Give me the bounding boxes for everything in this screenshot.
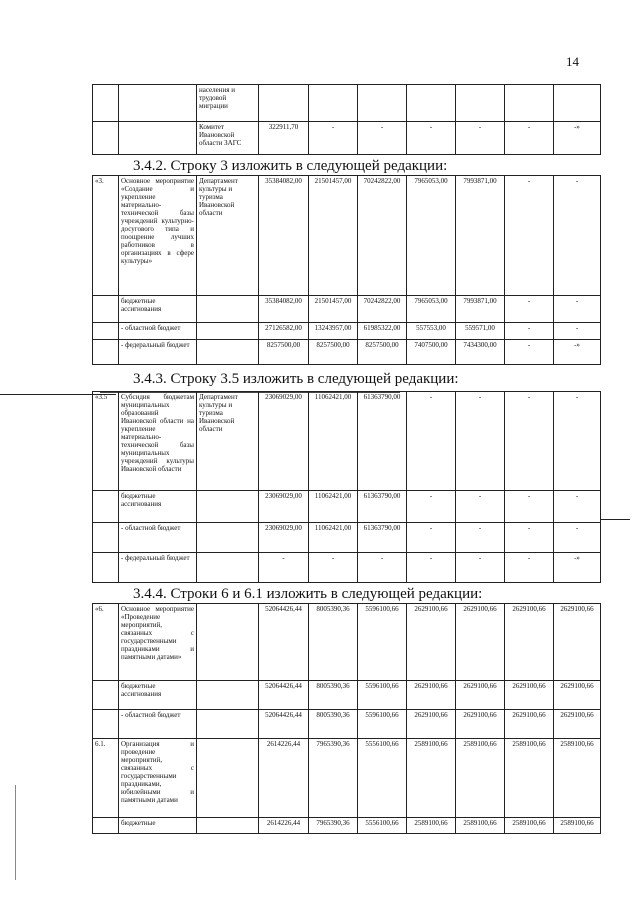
- value-cell: 35384082,00: [259, 176, 309, 296]
- executor-cell: Комитет Ивановской области ЗАГС: [197, 122, 259, 155]
- table-row-3-5: [92, 391, 601, 583]
- table-row: [93, 681, 601, 710]
- value-cell: 2629100,66: [407, 681, 456, 710]
- value-cell: -: [456, 491, 505, 523]
- executor-cell: населения и трудовой миграции: [197, 85, 259, 122]
- value-cell: -: [259, 553, 309, 583]
- value-cell: 7965053,00: [407, 176, 456, 296]
- value-cell: -: [407, 491, 456, 523]
- value-cell: 2589100,66: [505, 818, 554, 834]
- value-cell: 23069029,00: [259, 392, 309, 491]
- value-cell: -: [554, 523, 601, 553]
- scan-stroke: [600, 519, 630, 520]
- value-cell: 21501457,00: [309, 176, 358, 296]
- row-name-cell: [119, 85, 197, 122]
- value-cell: -: [407, 553, 456, 583]
- value-cell: 7965390,36: [309, 739, 358, 818]
- value-cell: 5596100,66: [358, 710, 407, 739]
- value-cell: 52064426,44: [259, 710, 309, 739]
- table-body: [93, 85, 601, 155]
- value-cell: -: [309, 122, 358, 155]
- value-cell: -: [309, 553, 358, 583]
- row-name-cell: бюджетные: [119, 818, 197, 834]
- table-row: [93, 122, 601, 155]
- table-row: [93, 176, 601, 296]
- row-name-cell: - областной бюджет: [119, 523, 197, 553]
- value-cell: [505, 85, 554, 122]
- value-cell: 559571,00: [456, 323, 505, 340]
- value-cell: 52064426,44: [259, 681, 309, 710]
- value-cell: -: [407, 523, 456, 553]
- value-cell: 7965053,00: [407, 296, 456, 323]
- value-cell: -: [554, 296, 601, 323]
- row-number-cell: «3.5: [93, 392, 119, 491]
- table-rows-6-6-1: [92, 603, 601, 834]
- value-cell: -: [505, 340, 554, 365]
- executor-cell: Департамент культуры и туризма Ивановской области: [197, 392, 259, 491]
- value-cell: 2629100,66: [505, 710, 554, 739]
- row-number-cell: [93, 710, 119, 739]
- table-row-3: [92, 175, 601, 365]
- value-cell: 8257500,00: [358, 340, 407, 365]
- scan-margin-line: [15, 785, 16, 880]
- value-cell: 2589100,66: [456, 739, 505, 818]
- value-cell: 61985322,00: [358, 323, 407, 340]
- executor-cell: [197, 681, 259, 710]
- value-cell: -»: [554, 122, 601, 155]
- heading-3-4-4: 3.4.4. Строки 6 и 6.1 изложить в следующей редакции:: [133, 586, 483, 602]
- row-name-cell: бюджетные ассигнования: [119, 296, 197, 323]
- value-cell: 557553,00: [407, 323, 456, 340]
- value-cell: 2614226,44: [259, 739, 309, 818]
- value-cell: -»: [554, 340, 601, 365]
- executor-cell: [197, 818, 259, 834]
- value-cell: 70242822,00: [358, 296, 407, 323]
- heading-3-4-3: 3.4.3. Строку 3.5 изложить в следующей редакции:: [133, 371, 459, 387]
- executor-cell: [197, 323, 259, 340]
- value-cell: 5556100,66: [358, 739, 407, 818]
- value-cell: 35384082,00: [259, 296, 309, 323]
- value-cell: -: [456, 122, 505, 155]
- value-cell: -: [554, 323, 601, 340]
- executor-cell: [197, 739, 259, 818]
- row-name-cell: Субсидия бюджетам муниципальных образований Ивановской области на укрепление материально-технической базы муниципальных учреждений культуры Ивановской области: [119, 392, 197, 491]
- value-cell: -: [407, 122, 456, 155]
- row-number-cell: [93, 340, 119, 365]
- table-row: [93, 710, 601, 739]
- row-name-cell: Основное мероприятие «Создание и укрепление материально-технической базы учреждений культурно-досугового типа и поощрение лучших работников в организациях в сфере культуры»: [119, 176, 197, 296]
- value-cell: 2629100,66: [456, 681, 505, 710]
- value-cell: -: [505, 392, 554, 491]
- value-cell: 52064426,44: [259, 604, 309, 681]
- value-cell: 23069029,00: [259, 491, 309, 523]
- table-row: [93, 818, 601, 834]
- value-cell: 2629100,66: [505, 604, 554, 681]
- executor-cell: [197, 604, 259, 681]
- row-name-cell: [119, 122, 197, 155]
- value-cell: -: [456, 523, 505, 553]
- page-number: 14: [566, 54, 579, 69]
- value-cell: 61363790,00: [358, 523, 407, 553]
- value-cell: 8257500,00: [309, 340, 358, 365]
- executor-cell: Департамент культуры и туризма Ивановской области: [197, 176, 259, 296]
- value-cell: 7993871,00: [456, 296, 505, 323]
- row-name-cell: - федеральный бюджет: [119, 553, 197, 583]
- value-cell: 11062421,00: [309, 523, 358, 553]
- value-cell: 2589100,66: [554, 818, 601, 834]
- value-cell: 61363790,00: [358, 392, 407, 491]
- table-row: [93, 323, 601, 340]
- table-row: [93, 491, 601, 523]
- value-cell: 2629100,66: [456, 710, 505, 739]
- table-body: [93, 176, 601, 365]
- row-number-cell: [93, 122, 119, 155]
- row-name-cell: Основное мероприятие «Проведение мероприятий, связанных с государственными праздниками и памятными датами»: [119, 604, 197, 681]
- heading-3-4-2: 3.4.2. Строку 3 изложить в следующей редакции:: [133, 158, 448, 174]
- table-continuation: [92, 84, 601, 155]
- value-cell: -: [554, 392, 601, 491]
- value-cell: 2629100,66: [554, 710, 601, 739]
- value-cell: 2629100,66: [554, 681, 601, 710]
- row-number-cell: «6.: [93, 604, 119, 681]
- value-cell: [407, 85, 456, 122]
- row-name-cell: - федеральный бюджет: [119, 340, 197, 365]
- value-cell: -: [505, 523, 554, 553]
- value-cell: [554, 85, 601, 122]
- value-cell: 2614226,44: [259, 818, 309, 834]
- executor-cell: [197, 523, 259, 553]
- value-cell: 7965390,36: [309, 818, 358, 834]
- value-cell: -: [554, 491, 601, 523]
- value-cell: -: [456, 553, 505, 583]
- value-cell: 5556100,66: [358, 818, 407, 834]
- value-cell: [259, 85, 309, 122]
- row-name-cell: бюджетные ассигнования: [119, 491, 197, 523]
- value-cell: 7434300,00: [456, 340, 505, 365]
- executor-cell: [197, 491, 259, 523]
- value-cell: -: [505, 296, 554, 323]
- value-cell: 8005390,36: [309, 604, 358, 681]
- value-cell: -: [505, 323, 554, 340]
- value-cell: 2629100,66: [407, 710, 456, 739]
- value-cell: 8005390,36: [309, 681, 358, 710]
- row-number-cell: [93, 523, 119, 553]
- executor-cell: [197, 553, 259, 583]
- row-number-cell: [93, 323, 119, 340]
- value-cell: [309, 85, 358, 122]
- row-number-cell: [93, 491, 119, 523]
- table-row: [93, 340, 601, 365]
- value-cell: 5596100,66: [358, 604, 407, 681]
- table-row: [93, 553, 601, 583]
- table-row: [93, 604, 601, 681]
- value-cell: -: [456, 392, 505, 491]
- value-cell: -»: [554, 553, 601, 583]
- table-row: [93, 392, 601, 491]
- executor-cell: [197, 340, 259, 365]
- value-cell: 2589100,66: [554, 739, 601, 818]
- value-cell: 7407500,00: [407, 340, 456, 365]
- value-cell: -: [505, 176, 554, 296]
- value-cell: 2629100,66: [407, 604, 456, 681]
- table-body: [93, 392, 601, 583]
- value-cell: 2629100,66: [456, 604, 505, 681]
- value-cell: 21501457,00: [309, 296, 358, 323]
- value-cell: -: [505, 122, 554, 155]
- value-cell: 8257500,00: [259, 340, 309, 365]
- value-cell: 2589100,66: [456, 818, 505, 834]
- value-cell: -: [554, 176, 601, 296]
- row-name-cell: Организация и проведение мероприятий, связанных с государственными праздниками, юбилейными и памятными датами: [119, 739, 197, 818]
- value-cell: 11062421,00: [309, 392, 358, 491]
- value-cell: 23069029,00: [259, 523, 309, 553]
- table-body: [93, 604, 601, 834]
- value-cell: 8005390,36: [309, 710, 358, 739]
- row-number-cell: [93, 85, 119, 122]
- value-cell: -: [505, 553, 554, 583]
- executor-cell: [197, 296, 259, 323]
- value-cell: [456, 85, 505, 122]
- row-number-cell: [93, 553, 119, 583]
- row-number-cell: [93, 818, 119, 834]
- value-cell: 2589100,66: [407, 739, 456, 818]
- value-cell: -: [505, 491, 554, 523]
- table-row: [93, 85, 601, 122]
- value-cell: 322911,70: [259, 122, 309, 155]
- value-cell: 27126582,00: [259, 323, 309, 340]
- value-cell: 2589100,66: [505, 739, 554, 818]
- value-cell: 2589100,66: [407, 818, 456, 834]
- row-number-cell: [93, 296, 119, 323]
- table-row: [93, 296, 601, 323]
- value-cell: -: [358, 122, 407, 155]
- value-cell: -: [358, 553, 407, 583]
- row-name-cell: бюджетные ассигнования: [119, 681, 197, 710]
- value-cell: 2629100,66: [554, 604, 601, 681]
- table-row: [93, 523, 601, 553]
- executor-cell: [197, 710, 259, 739]
- row-number-cell: «3.: [93, 176, 119, 296]
- value-cell: 2629100,66: [505, 681, 554, 710]
- value-cell: 61363790,00: [358, 491, 407, 523]
- value-cell: 5596100,66: [358, 681, 407, 710]
- value-cell: 70242822,00: [358, 176, 407, 296]
- value-cell: 7993871,00: [456, 176, 505, 296]
- value-cell: 11062421,00: [309, 491, 358, 523]
- row-number-cell: [93, 681, 119, 710]
- row-number-cell: 6.1.: [93, 739, 119, 818]
- row-name-cell: - областной бюджет: [119, 323, 197, 340]
- row-name-cell: - областной бюджет: [119, 710, 197, 739]
- value-cell: [358, 85, 407, 122]
- value-cell: -: [407, 392, 456, 491]
- value-cell: 13243957,00: [309, 323, 358, 340]
- table-row: [93, 739, 601, 818]
